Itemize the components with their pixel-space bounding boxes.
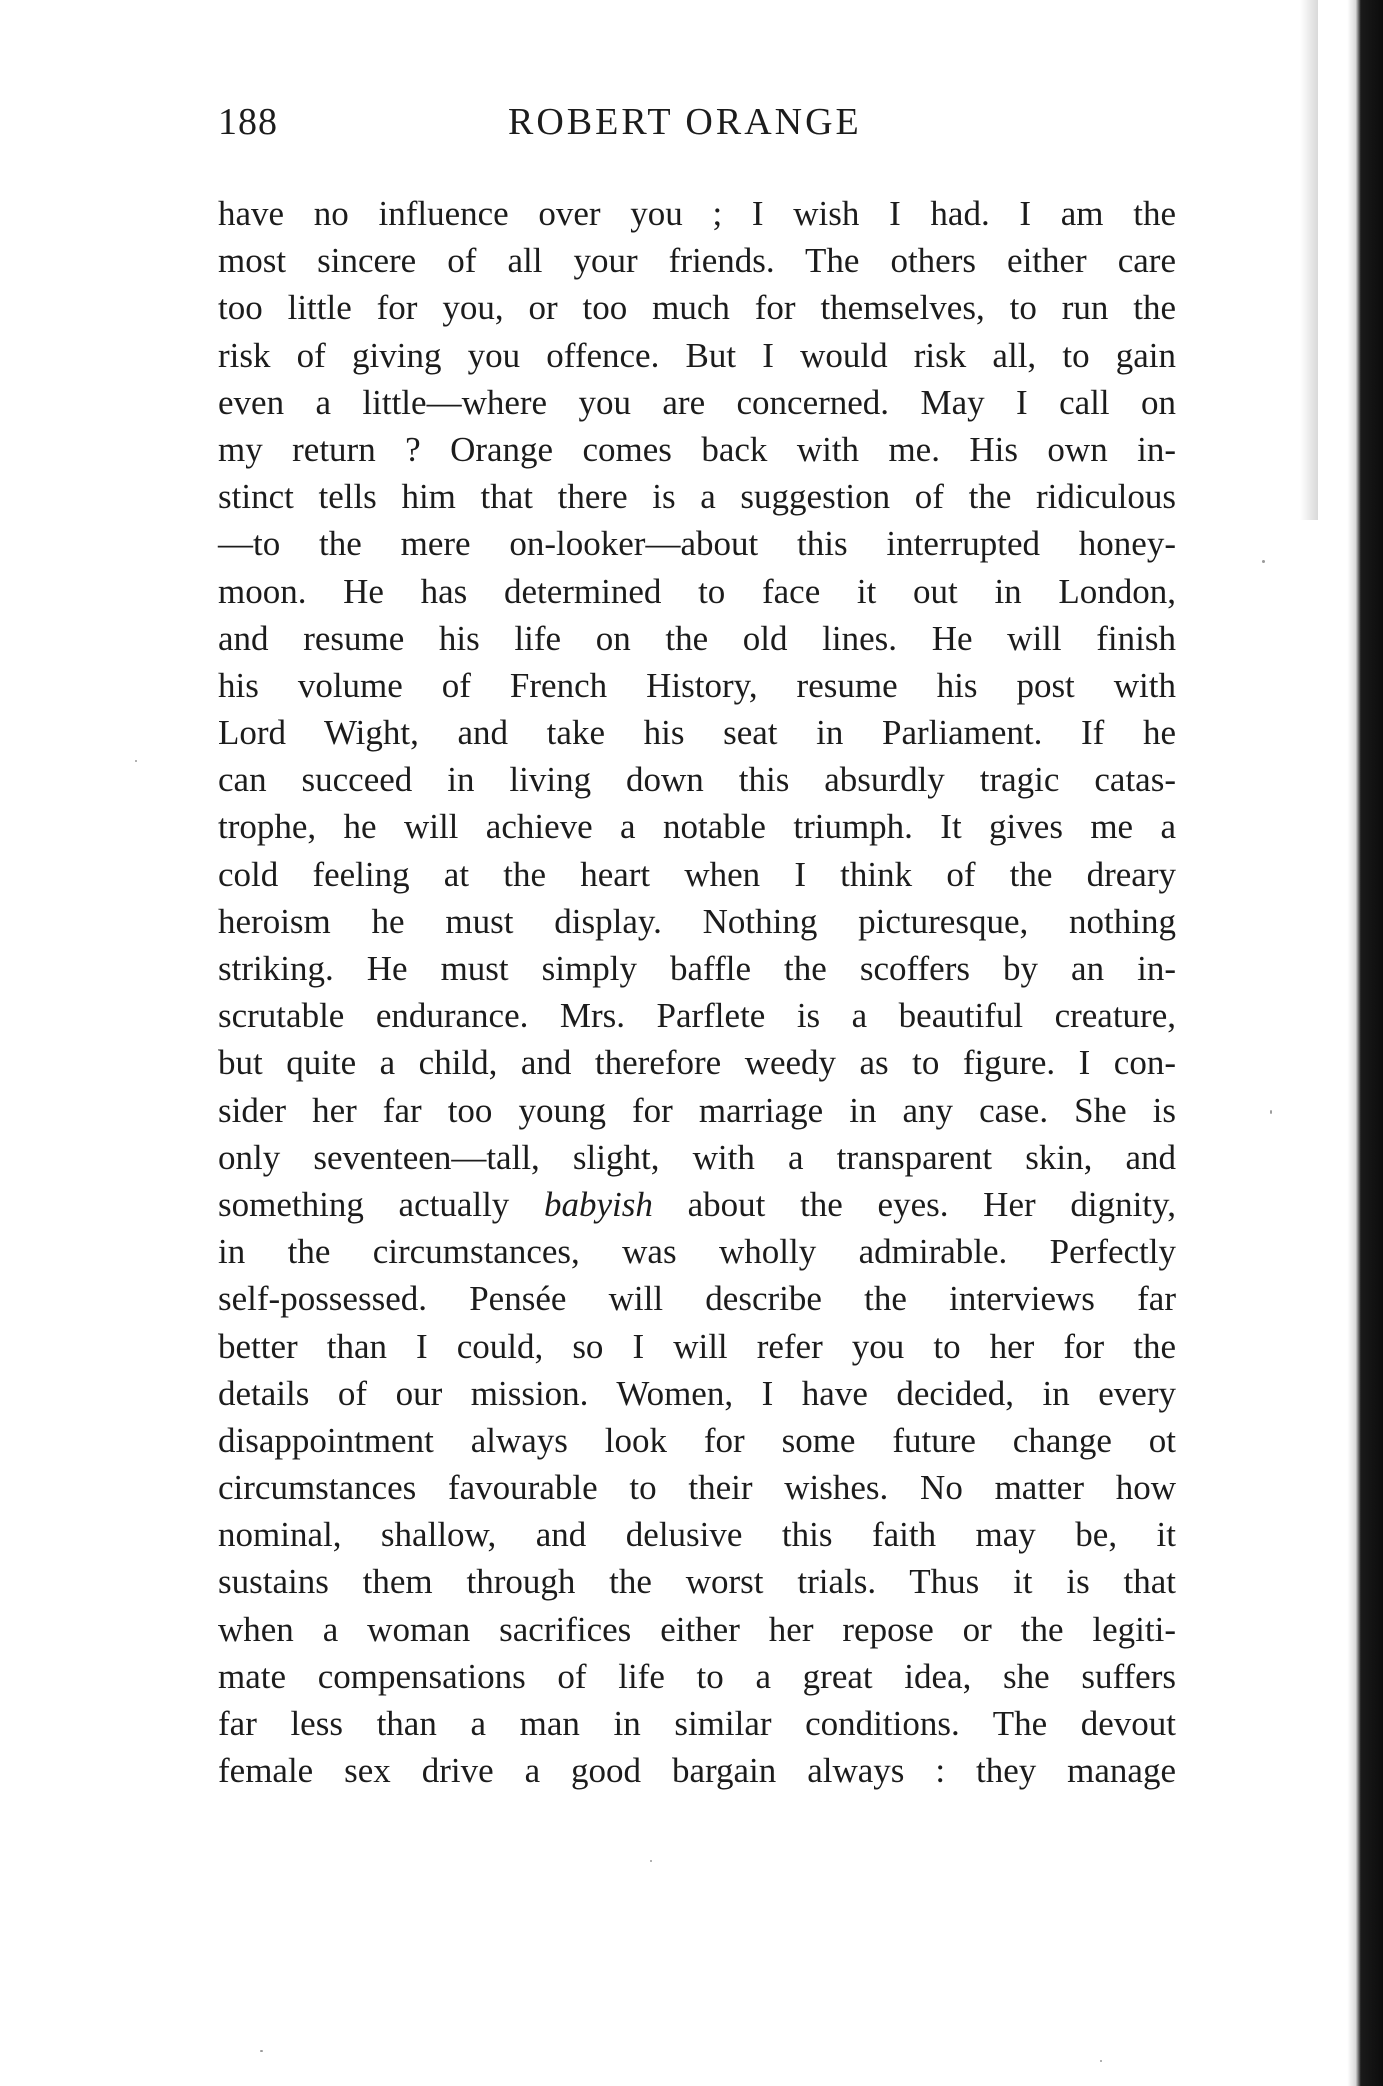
text-line: most sincere of all your friends. The others either care [218,241,1176,281]
text-line: disappointment always look for some future change ot [218,1420,1176,1460]
body-text [218,190,1176,1794]
text-line: and resume his life on the old lines. He will finish [218,618,1176,658]
text-line: better than I could, so I will refer you to her for the [218,1326,1176,1366]
text-line: even a little—where you are concerned. May I call on [218,382,1176,422]
text-line: moon. He has determined to face it out in London, [218,571,1176,611]
text-line: cold feeling at the heart when I think of the dreary [218,854,1176,894]
text-line: details of our mission. Women, I have decided, in every [218,1373,1176,1413]
running-title: ROBERT ORANGE [508,101,862,143]
text-line: trophe, he will achieve a notable triumph. It gives me a [218,807,1176,847]
text-line: sider her far too young for marriage in any case. She is [218,1090,1176,1130]
text-line: self-possessed. Pensée will describe the interviews far [218,1279,1176,1319]
text-line: have no influence over you ; I wish I had. I am the [218,194,1176,233]
text-line: scrutable endurance. Mrs. Parflete is a beautiful creature, [218,996,1176,1036]
paper-speck [1100,2060,1102,2062]
text-run: about the eyes. Her dignity, [652,1184,1176,1224]
text-line: far less than a man in similar conditions. The devout [218,1704,1176,1743]
text-line: only seventeen—tall, slight, with a transparent skin, and [218,1137,1176,1177]
text-run: something actually [218,1184,545,1224]
text-line: when a woman sacrifices either her repose or the legiti- [218,1609,1176,1649]
text-line: risk of giving you offence. But I would risk all, to gain [218,335,1176,375]
page-number: 188 [218,101,278,143]
text-line: Lord Wight, and take his seat in Parliament. If he [218,713,1176,753]
text-line: female sex drive a good bargain always : they manage [218,1751,1176,1791]
text-line: in the circumstances, was wholly admirable. Perfectly [218,1232,1176,1272]
text-line: —to the mere on-looker—about this interrupted honey- [218,524,1176,564]
paper-speck [1270,1110,1272,1114]
text-line: my return ? Orange comes back with me. His own in- [218,429,1176,469]
text-line: his volume of French History, resume his post with [218,665,1176,705]
text-line: too little for you, or too much for themselves, to run the [218,288,1176,328]
paper-speck [135,760,137,762]
paper-speck [650,1860,652,1862]
page-header [218,100,1178,160]
paper-speck [260,2050,263,2052]
italic-word: babyish [544,1184,653,1224]
text-line: heroism he must display. Nothing picturesque, nothing [218,901,1176,941]
text-line: striking. He must simply baffle the scoffers by an in- [218,949,1176,988]
text-line: but quite a child, and therefore weedy as to figure. I con- [218,1043,1176,1083]
text-line: nominal, shallow, and delusive this faith may be, it [218,1515,1176,1555]
text-line [218,1181,1176,1228]
paper-speck [1262,560,1265,563]
text-line: mate compensations of life to a great idea, she suffers [218,1656,1176,1696]
text-line: circumstances favourable to their wishes. No matter how [218,1468,1176,1508]
binding-edge [1318,0,1383,2086]
text-line: stinct tells him that there is a suggestion of the ridiculous [218,477,1176,517]
text-line: sustains them through the worst trials. Thus it is that [218,1562,1176,1602]
text-line: can succeed in living down this absurdly tragic catas- [218,760,1176,800]
